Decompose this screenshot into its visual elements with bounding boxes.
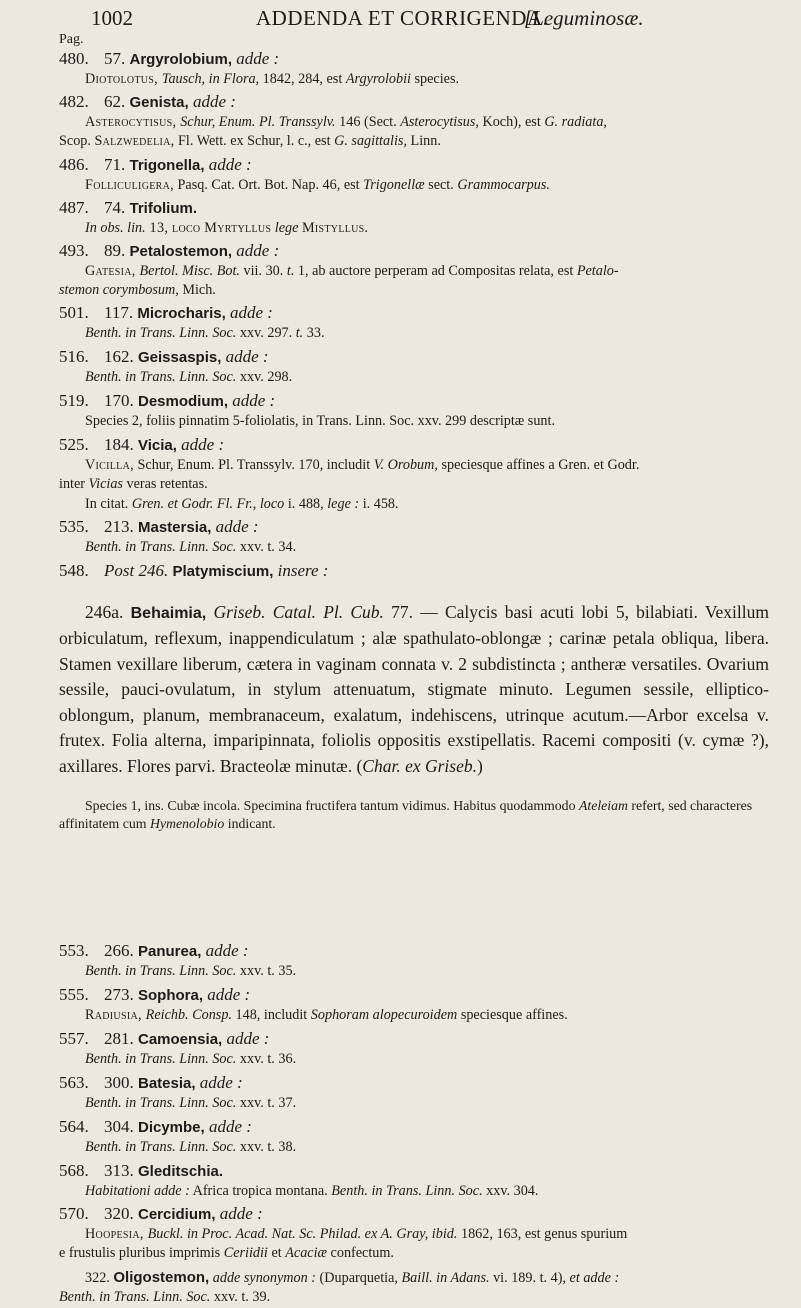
genus-name: Genista,	[129, 94, 189, 111]
entry-570	[59, 1203, 769, 1308]
body-text: species.	[410, 71, 460, 87]
body-text: refert, sed characteres affinitatem cum	[59, 797, 753, 832]
entry-number: 320.	[104, 1204, 134, 1223]
body-text: Benth. in Trans. Linn. Soc.	[331, 1183, 483, 1199]
body-text: Benth. in Trans. Linn. Soc.	[85, 369, 237, 385]
entry-568	[59, 1160, 769, 1201]
entry-page: 493.	[59, 241, 89, 260]
body-text: xxv. t. 38.	[236, 1139, 297, 1155]
body-text: xxv. 297.	[236, 325, 296, 341]
genus-name: Batesia,	[138, 1075, 196, 1092]
body-text: 246a.	[85, 601, 131, 622]
entry-action: adde :	[215, 1204, 263, 1223]
entry-page: 568.	[59, 1161, 89, 1180]
body-text: Mistyllus.	[301, 220, 369, 236]
body-text: Fl. Wett. ex Schur, l. c., est	[174, 133, 335, 150]
species-description	[59, 600, 769, 780]
entry-action: adde :	[221, 347, 269, 366]
body-text: Gren. et Godr. Fl. Fr., loco	[131, 495, 285, 512]
body-text: xxv. 304.	[482, 1183, 539, 1199]
entry-number: 89.	[104, 241, 126, 260]
body-text: speciesque affines.	[457, 1007, 568, 1023]
body-text: Benth. in Trans. Linn. Soc.	[85, 325, 237, 341]
body-text: In obs. lin.	[85, 220, 146, 236]
body-text: Pasq. Cat. Ort. Bot. Nap. 46, est	[173, 177, 364, 193]
entry-553	[59, 940, 769, 981]
entry-557	[59, 1028, 769, 1069]
body-text: confectum.	[327, 1245, 394, 1262]
body-text: Folliculigera,	[85, 177, 174, 193]
body-text: xxv. t. 35.	[236, 963, 297, 979]
genus-name: Sophora,	[138, 987, 204, 1004]
body-text: Acaciæ	[285, 1245, 327, 1262]
entry-page: 487.	[59, 198, 89, 217]
entry-page: 555.	[59, 985, 89, 1004]
entry-519	[59, 390, 769, 431]
body-text: Benth. in Trans. Linn. Soc.	[85, 963, 237, 979]
body-text: Tausch, in Flora,	[161, 71, 260, 87]
body-text: vii. 30.	[239, 263, 287, 279]
body-text: Hymenolobio	[149, 816, 225, 832]
body-text: Koch), est	[478, 114, 545, 130]
body-text: 1862, 163, est genus spurium	[457, 1226, 628, 1242]
entry-number: 213.	[104, 517, 134, 536]
body-text: lege :	[327, 495, 360, 512]
body-text: Benth. in Trans. Linn. Soc.	[85, 1051, 237, 1067]
body-text: Bertol. Misc. Bot.	[139, 263, 240, 279]
body-text: Asterocytisus,	[85, 114, 181, 130]
genus-name: Dicymbe,	[138, 1119, 205, 1136]
body-text: Buckl. in Proc. Acad. Nat. Sc. Philad. ex A. Gray, ibid.	[147, 1226, 458, 1242]
species-notes	[59, 797, 769, 834]
body-text: Schur, Enum. Pl. Transsylv.	[180, 114, 336, 130]
entry-action: adde :	[228, 391, 276, 410]
body-text: 1842, 284, est	[259, 71, 346, 87]
entry-page: 535.	[59, 517, 89, 536]
entry-action: adde :	[176, 435, 225, 454]
entry-page: 563.	[59, 1073, 89, 1092]
entry-number: 273.	[104, 985, 134, 1004]
entry-number: 62.	[104, 92, 126, 111]
body-text: sect.	[424, 177, 458, 193]
body-text: xxv. t. 39.	[210, 1289, 271, 1306]
entry-555	[59, 984, 769, 1025]
genus-name: Trigonella,	[129, 157, 205, 174]
entry-number: 300.	[104, 1073, 134, 1092]
entry-page: 482.	[59, 92, 89, 111]
body-text: Habitationi adde :	[85, 1183, 190, 1199]
body-text: Schur, Enum. Pl. Transsylv. 170, includit	[133, 457, 374, 473]
body-text: Asterocytisus,	[400, 114, 479, 130]
entry-page: 525.	[59, 435, 89, 454]
entry-page: 564.	[59, 1117, 89, 1136]
body-text: t.	[286, 263, 295, 279]
body-text: stemon corymbosum,	[59, 282, 179, 299]
body-text: Sophoram alopecuroidem	[310, 1007, 458, 1023]
body-text: Ceriidii	[223, 1245, 268, 1262]
entry-action: adde :	[201, 941, 249, 960]
pag-column-label: Pag.	[59, 32, 84, 47]
entry-action: adde :	[204, 155, 252, 174]
body-text: veras retentas.	[122, 476, 208, 493]
body-text: 77. — Calycis basi acuti lobi 5, bilabiati. Vexillum orbiculatum, reflexum, inappendiculatum ; alæ spathulato-oblongæ ; carinæ petala obliqua, libera. Stamen vexillare liberum, cætera in vaginam connata v. 2 subdistincta ; antheræ versatiles. Ovarium sessile, pauci-ovulatum, in stylum attenuatum, stigmate minuto. Legumen sessile, elliptico-oblongum, planum, membranaceum, exalatum, indehiscens, utrinque acutum.—Arbor excelsa v. frutex. Folia alterna, imparipinnata, foliolis oppositis exstipellatis. Racemi compositi (v. cymæ ?), axillares. Flores parvi. Bracteolæ minutæ. (	[59, 601, 769, 776]
entry-480	[59, 48, 769, 89]
entry-487	[59, 197, 769, 238]
body-text: i. 458.	[359, 495, 399, 512]
entry-page: 516.	[59, 347, 89, 366]
body-text: xxv. t. 37.	[236, 1095, 297, 1111]
body-text: 1, ab auctore perperam ad Compositas relata, est	[294, 263, 577, 279]
body-text: vi. 189. t. 4),	[489, 1269, 570, 1286]
body-text: 148, includit	[231, 1007, 311, 1023]
entry-number: 304.	[104, 1117, 134, 1136]
body-text: Petalo-	[576, 263, 619, 279]
body-text: Griseb. Catal. Pl. Cub.	[206, 601, 384, 622]
body-text: Salzwedelia,	[94, 133, 175, 150]
entry-number: 71.	[104, 155, 126, 174]
body-text: adde synonymon :	[209, 1269, 316, 1286]
body-text: xxv. 298.	[236, 369, 293, 385]
entry-action: adde :	[188, 92, 236, 111]
entry-action: adde :	[204, 1117, 252, 1136]
entry-action: insere :	[273, 561, 329, 580]
entry-number: 74.	[104, 198, 126, 217]
entry-number: 117.	[104, 303, 134, 322]
body-text: e frustulis pluribus imprimis	[59, 1245, 224, 1262]
genus-name: Microcharis,	[137, 305, 226, 322]
entry-516	[59, 346, 769, 387]
genus-name: Desmodium,	[138, 393, 229, 410]
genus-name: Cercidium,	[138, 1206, 216, 1223]
body-text: lege	[271, 220, 302, 236]
entry-535	[59, 516, 769, 557]
body-text: Hoopesia,	[85, 1226, 148, 1242]
section-title: [Leguminosæ.	[524, 6, 644, 30]
genus-name: Vicia,	[138, 437, 177, 454]
entry-page: 486.	[59, 155, 89, 174]
body-text: speciesque affines a Gren. et Godr.	[437, 457, 640, 473]
genus-name: Panurea,	[138, 943, 202, 960]
entry-number: 313.	[104, 1161, 134, 1180]
entry-number: 170.	[104, 391, 134, 410]
entry-page: 548.	[59, 561, 89, 580]
entry-action: adde :	[232, 241, 280, 260]
body-text: V. Orobum,	[373, 457, 438, 473]
body-text: Baill. in Adans.	[401, 1269, 490, 1286]
body-text: t.	[295, 325, 304, 341]
entry-482	[59, 91, 769, 151]
body-text: Trigonellæ	[363, 177, 425, 193]
body-text: )	[477, 755, 483, 776]
body-text: 146 (Sect.	[335, 114, 401, 130]
genus-name: Trifolium.	[129, 200, 197, 217]
body-text: Argyrolobii	[345, 71, 411, 87]
body-text: Mich.	[178, 282, 216, 299]
entry-number: 162.	[104, 347, 134, 366]
body-text: Reichb. Consp.	[145, 1007, 232, 1023]
running-title: ADDENDA ET CORRIGENDA.	[256, 6, 549, 30]
body-text: Grammocarpus.	[457, 177, 550, 193]
genus-name: Oligostemon,	[113, 1268, 210, 1286]
body-text: Benth. in Trans. Linn. Soc.	[85, 1139, 237, 1155]
body-text: Africa tropica montana.	[189, 1183, 332, 1199]
body-text: Benth. in Trans. Linn. Soc.	[85, 1095, 237, 1111]
body-text: et	[267, 1245, 286, 1262]
body-text: 13, loco Myrtyllus	[145, 220, 272, 236]
entry-number: 266.	[104, 941, 134, 960]
body-text: Species 1, ins. Cubæ incola. Specimina fructifera tantum vidimus. Habitus quodammodo	[85, 797, 579, 813]
body-text: Vicias	[88, 476, 123, 493]
entry-501	[59, 302, 769, 343]
body-text: xxv. t. 34.	[236, 539, 297, 555]
body-text: In citat.	[85, 495, 132, 512]
body-text: Radiusia,	[85, 1007, 146, 1023]
page-header	[60, 6, 760, 34]
entry-page: 553.	[59, 941, 89, 960]
body-text: 322.	[85, 1269, 114, 1286]
genus-name: Gleditschia.	[138, 1163, 224, 1180]
entry-563	[59, 1072, 769, 1113]
body-text: G. radiata,	[544, 114, 607, 130]
body-text: Scop.	[59, 133, 95, 150]
genus-name: Argyrolobium,	[129, 51, 233, 68]
entry-number: Post 246.	[104, 561, 169, 580]
genus-name: Camoensia,	[138, 1031, 223, 1048]
body-text: G. sagittalis,	[334, 133, 407, 150]
entry-action: adde :	[232, 49, 280, 68]
entry-action: adde :	[203, 985, 251, 1004]
entry-525	[59, 434, 769, 514]
body-text: Linn.	[407, 133, 441, 150]
genus-name: Platymiscium,	[172, 563, 274, 580]
entry-action: adde :	[195, 1073, 243, 1092]
body-text: xxv. t. 36.	[236, 1051, 297, 1067]
body-text: Benth. in Trans. Linn. Soc.	[59, 1289, 211, 1306]
body-text: 33.	[303, 325, 325, 341]
genus-name: Behaimia,	[130, 604, 207, 622]
entry-548	[59, 560, 769, 847]
body-text: Species 2, foliis pinnatim 5-foliolatis, in Trans. Linn. Soc. xxv. 299 descriptæ sunt.	[85, 413, 556, 429]
entry-action: adde :	[225, 303, 273, 322]
entry-564	[59, 1116, 769, 1157]
genus-name: Petalostemon,	[129, 243, 233, 260]
entry-page: 519.	[59, 391, 89, 410]
body-text: indicant.	[224, 816, 276, 832]
entry-page: 570.	[59, 1204, 89, 1223]
body-text: Char. ex Griseb.	[362, 755, 477, 776]
entry-page: 501.	[59, 303, 89, 322]
body-text: (Duparquetia,	[316, 1269, 402, 1286]
entry-action: adde :	[222, 1029, 270, 1048]
genus-name: Geissaspis,	[138, 349, 222, 366]
body-text: Vicilla,	[85, 457, 134, 473]
entry-number: 57.	[104, 49, 126, 68]
entry-page: 557.	[59, 1029, 89, 1048]
body-text: Ateleiam	[578, 797, 628, 813]
body-text: Diotolotus,	[85, 71, 162, 87]
body-text: i. 488,	[284, 495, 328, 512]
page-number: 1002	[91, 6, 133, 30]
entry-action: adde :	[211, 517, 259, 536]
entry-486	[59, 154, 769, 195]
body-text: Benth. in Trans. Linn. Soc.	[85, 539, 237, 555]
genus-name: Mastersia,	[138, 519, 212, 536]
body-text: et adde :	[569, 1269, 620, 1286]
entry-number: 281.	[104, 1029, 134, 1048]
entry-number: 184.	[104, 435, 134, 454]
entry-page: 480.	[59, 49, 89, 68]
entry-493	[59, 240, 769, 301]
body-text: Gatesia,	[85, 263, 140, 279]
body-text: inter	[59, 476, 89, 493]
